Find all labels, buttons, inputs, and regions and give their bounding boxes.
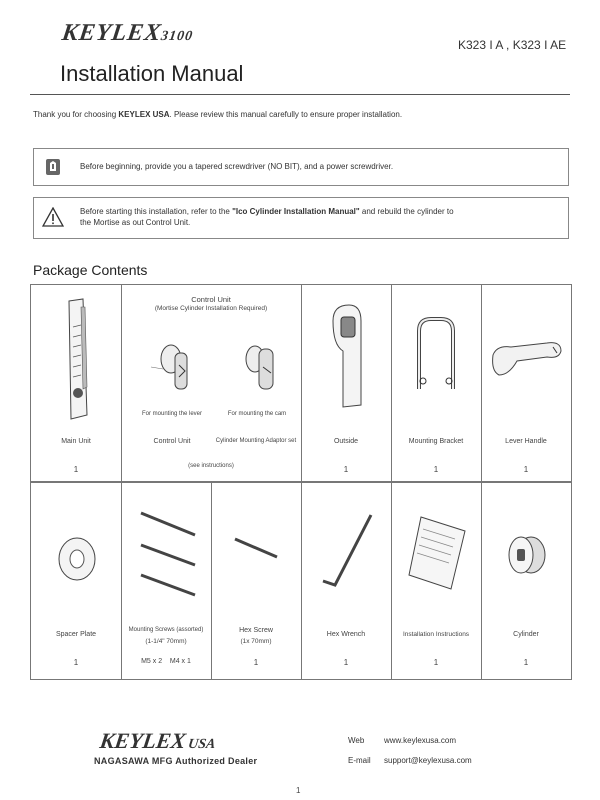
logo-text: KEYLEX <box>60 20 164 46</box>
hand-warning-icon <box>44 157 62 182</box>
instructions-label: Installation Instructions <box>402 631 470 638</box>
keylex-logo <box>60 20 195 47</box>
control-unit-right-illustration <box>231 337 291 407</box>
mounting-screws-qty: M5 x 2 M4 x 1 <box>141 658 191 665</box>
outside-qty: 1 <box>343 465 349 474</box>
web-link[interactable]: www.keylexusa.com <box>384 736 457 745</box>
control-unit-left-illustration <box>141 337 211 407</box>
cylinder-adaptor-label: Cylinder Mounting Adaptor set <box>215 438 297 444</box>
control-unit-left-caption: For mounting the lever <box>141 411 203 417</box>
notice-tools <box>33 148 569 186</box>
cylinder-illustration <box>503 533 551 577</box>
package-row-1 <box>30 284 572 482</box>
package-contents-heading: Package Contents <box>33 262 148 278</box>
email-contact: E-mail support@keylexusa.com <box>348 756 472 765</box>
hex-wrench-qty: 1 <box>343 658 349 667</box>
hex-wrench-illustration <box>317 511 377 601</box>
control-unit-note: (see instructions) <box>188 463 234 469</box>
model-numbers: K323 I A , K323 I AE <box>458 38 567 52</box>
mounting-bracket-qty: 1 <box>433 465 439 474</box>
logo-model: 3100 <box>159 29 194 44</box>
notice-tools-text: Before beginning, provide you a tapered screwdriver (NO BIT), and a power screwdriver. <box>80 162 394 171</box>
spacer-plate-label: Spacer Plate <box>55 631 97 638</box>
intro-text: Thank you for choosing KEYLEX USA. Please review this manual carefully to ensure proper installation. <box>33 110 403 119</box>
spacer-plate-illustration <box>55 535 99 583</box>
caution-triangle-icon <box>42 207 64 232</box>
control-unit-right-caption: For mounting the cam <box>227 411 287 417</box>
notice-cylinder-text: Before starting this installation, refer to the "Ico Cylinder Installation Manual" and rebuild the cylinder to the Mortise as out Control Unit. <box>80 207 454 227</box>
lever-handle-label: Lever Handle <box>505 438 547 445</box>
header-divider <box>30 94 570 95</box>
main-unit-label: Main Unit <box>61 438 91 445</box>
mounting-bracket-illustration <box>411 313 461 393</box>
main-unit-illustration <box>57 297 99 421</box>
mounting-bracket-label: Mounting Bracket <box>408 438 464 445</box>
control-unit-subtitle: (Mortise Cylinder Installation Required) <box>154 305 268 312</box>
hex-screw-qty: 1 <box>253 658 259 667</box>
spacer-plate-qty: 1 <box>73 658 79 667</box>
cylinder-label: Cylinder <box>513 631 539 638</box>
page-number: 1 <box>296 786 301 795</box>
instructions-qty: 1 <box>433 658 439 667</box>
notice-cylinder <box>33 197 569 239</box>
main-unit-qty: 1 <box>73 465 79 474</box>
authorized-dealer: NAGASAWA MFG Authorized Dealer <box>94 756 258 766</box>
page-title: Installation Manual <box>60 61 244 86</box>
hex-screw-illustration <box>231 533 281 563</box>
control-unit-title: Control Unit <box>191 295 231 304</box>
control-unit-label: Control Unit <box>153 438 191 445</box>
hex-screw-sub: (1x 70mm) <box>240 638 272 645</box>
web-contact: Web www.keylexusa.com <box>348 736 457 745</box>
outside-unit-illustration <box>323 301 371 411</box>
package-row-2 <box>30 482 572 680</box>
lever-handle-illustration <box>487 335 567 385</box>
instructions-illustration <box>405 513 469 593</box>
email-link[interactable]: support@keylexusa.com <box>384 756 472 765</box>
footer-keylex-logo: KEYLEXUSA <box>98 728 217 753</box>
lever-handle-qty: 1 <box>523 465 529 474</box>
hex-screw-label: Hex Screw <box>239 627 273 634</box>
outside-label: Outside <box>333 438 359 445</box>
cylinder-qty: 1 <box>523 658 529 667</box>
mounting-screws-sub: (1-1/4" 70mm) <box>145 638 187 645</box>
mounting-screws-illustration <box>135 505 201 601</box>
hex-wrench-label: Hex Wrench <box>326 631 366 638</box>
mounting-screws-label: Mounting Screws (assorted) <box>128 627 204 633</box>
